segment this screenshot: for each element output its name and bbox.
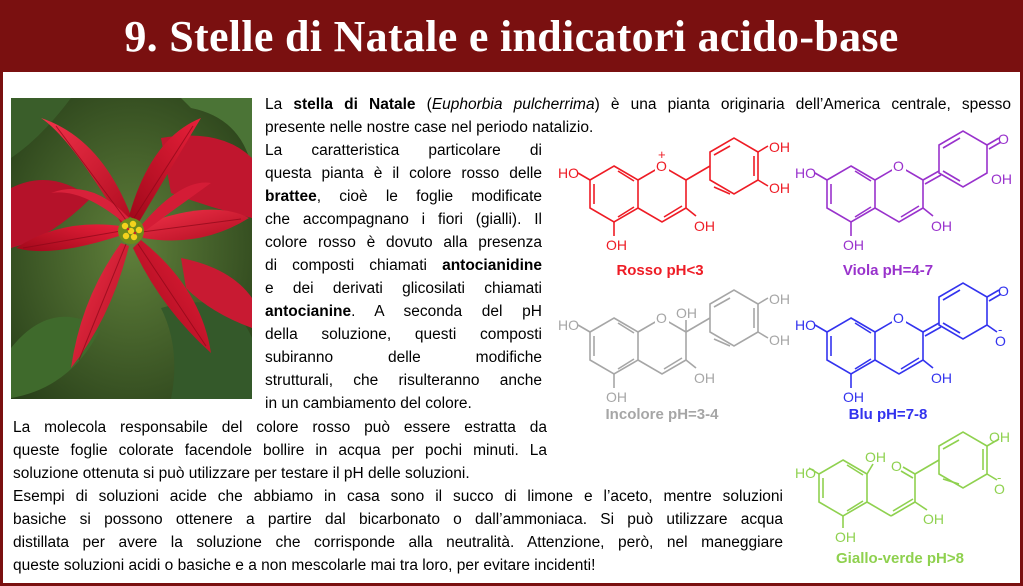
col-line-6	[265, 254, 542, 278]
gray-oh-label-b1: OH	[769, 291, 790, 307]
red-oh-label-a: OH	[606, 237, 627, 253]
term-antocianine: antocianine	[265, 303, 352, 320]
caption-blue: Blu pH=7-8	[848, 406, 928, 423]
blue-oh-label-a: OH	[843, 389, 864, 405]
bottom-line-6: distillata per avere la soluzione che corrisponde alla neutralità. Attenzione, però, nel maneggiare	[13, 534, 783, 551]
molecule-green-chalcone	[795, 430, 1010, 548]
red-oh-label-c: OH	[694, 218, 715, 234]
bottom-line-2: queste foglie colorate facendole bollire in acqua per pochi minuti. La	[13, 442, 547, 459]
green-negative-charge: -	[997, 470, 1002, 485]
bottom-line-5: basiche si possono ottenere a partire dal bicarbonato o dall’ammoniaca. Si può utilizzare acqua	[13, 511, 783, 528]
violet-keto-oxygen: O	[998, 131, 1009, 147]
molecule-blue-anionic	[795, 283, 1010, 408]
bottom-line-4: Esempi di soluzioni acide che abbiamo in casa sono il succo di limone e l’aceto, mentre soluzioni	[13, 488, 783, 505]
intro-line-1	[265, 93, 1011, 117]
violet-oh-label-a: OH	[843, 237, 864, 253]
col-line-4: che accompagnano i fiori (gialli). Il	[265, 211, 542, 228]
green-oh-label-b: OH	[989, 429, 1010, 445]
col-line-10: subiranno delle modifiche	[265, 349, 542, 366]
term-antocianidine: antocianidine	[442, 257, 542, 274]
violet-oh-label-b: OH	[991, 171, 1012, 187]
intro-species-name: Euphorbia pulcherrima	[431, 96, 595, 113]
red-oh-label-b1: OH	[769, 139, 790, 155]
intro-text: (	[415, 96, 432, 113]
caption-violet: Viola pH=4-7	[842, 262, 934, 279]
violet-ring-oxygen: O	[893, 158, 904, 174]
col-line-5: colore rosso è dovuto alla presenza	[265, 234, 542, 251]
caption-red: Rosso pH<3	[616, 262, 704, 279]
bottom-line-1: La molecola responsabile del colore rosso può essere estratta da	[13, 419, 547, 436]
col-line-11: strutturali, che risulteranno anche	[265, 372, 542, 389]
col-line-3	[265, 185, 542, 209]
blue-ho-label: HO	[795, 317, 816, 333]
col-text: . A seconda del pH	[351, 303, 542, 320]
gray-oh-label-b2: OH	[769, 332, 790, 348]
bottom-line-3: soluzione ottenuta si può utilizzare per testare il pH delle soluzioni.	[13, 465, 470, 482]
gray-oh-label-a: OH	[606, 389, 627, 405]
col-line-12: in un cambiamento del colore.	[265, 395, 472, 412]
page-title: 9. Stelle di Natale e indicatori acido-base	[124, 11, 899, 61]
col-line-9: della soluzione, questi composti	[265, 326, 542, 343]
col-text: di composti chiamati	[265, 257, 443, 274]
gray-ho-label: HO	[558, 317, 579, 333]
molecule-violet-quinoidal	[795, 131, 1012, 270]
col-line-7: e dei derivati glicosilati chiamati	[265, 280, 542, 297]
blue-ring-oxygen: O	[893, 310, 904, 326]
green-ho-label: HO	[795, 465, 816, 481]
red-oh-label-b2: OH	[769, 180, 790, 196]
molecule-red-flavylium	[558, 138, 788, 270]
blue-oxide-oxygen: O	[995, 333, 1006, 349]
col-line-2: questa pianta è il colore rosso delle	[265, 165, 542, 182]
intro-text: La	[265, 96, 294, 113]
molecule-gray-carbinol	[558, 290, 788, 408]
term-brattee: brattee	[265, 188, 317, 205]
green-oh-label-a2: OH	[835, 529, 856, 545]
intro-text: ) è una pianta originaria dell’America centrale, spesso	[594, 96, 1011, 113]
blue-keto-oxygen: O	[998, 283, 1009, 299]
caption-gray: Incolore pH=3-4	[605, 406, 719, 423]
gray-oh-label-carbinol: OH	[676, 305, 697, 321]
caption-green: Giallo-verde pH>8	[836, 550, 964, 567]
violet-ho-label: HO	[795, 165, 816, 181]
red-ho-label: HO	[558, 165, 579, 181]
col-line-8	[265, 300, 542, 324]
bottom-line-7: queste soluzioni acidi o basiche e a non mescolarle mai tra loro, per evitare incidenti!	[13, 557, 596, 574]
col-line-1: La caratteristica particolare di	[265, 142, 542, 159]
gray-ring-oxygen: O	[656, 310, 667, 326]
intro-line-2: presente nelle nostre case nel periodo natalizio.	[265, 119, 594, 136]
red-positive-charge: +	[658, 147, 666, 162]
green-oxide-oxygen: O	[994, 481, 1005, 497]
green-keto-oxygen: O	[891, 458, 902, 474]
gray-oh-label-c: OH	[694, 370, 715, 386]
blue-oh-label-c: OH	[931, 370, 952, 386]
poinsettia-image	[11, 98, 252, 399]
intro-bold-term: stella di Natale	[293, 96, 416, 113]
violet-oh-label-c: OH	[931, 218, 952, 234]
green-oh-label-chain: OH	[923, 511, 944, 527]
title-banner	[0, 0, 1023, 72]
green-oh-label-a1: OH	[865, 449, 886, 465]
blue-negative-charge: -	[998, 322, 1003, 337]
col-text: , cioè le foglie modificate	[316, 188, 542, 205]
poinsettia-photo	[11, 98, 252, 399]
red-ring-oxygen: O	[656, 158, 667, 174]
